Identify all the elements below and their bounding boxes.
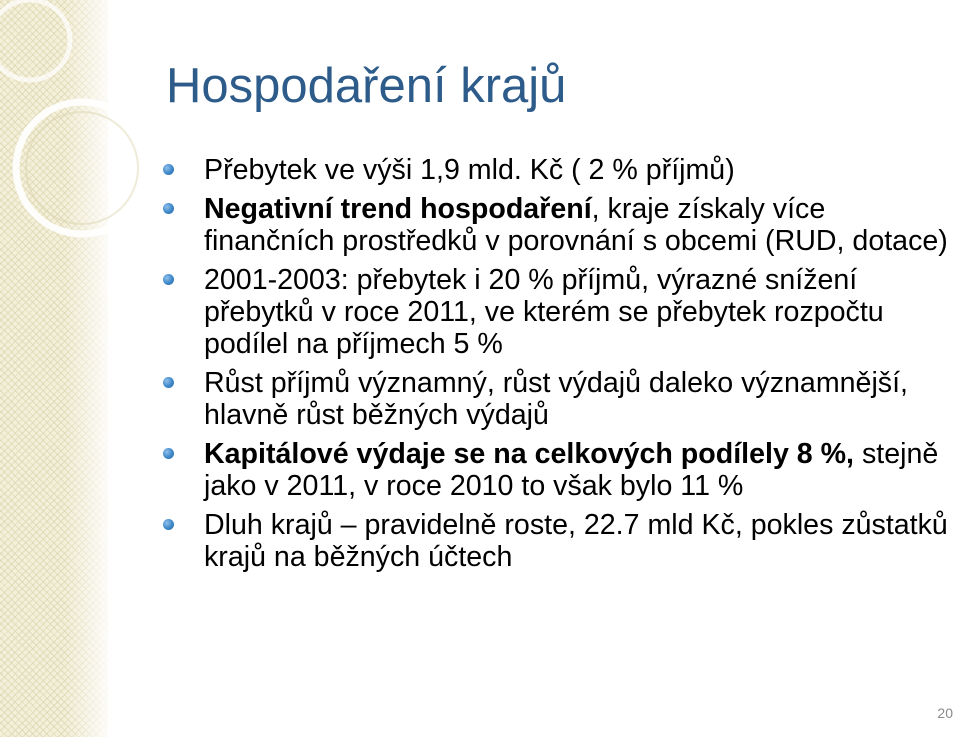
bullet-text: Růst příjmů významný, růst výdajů daleko významnější, hlavně růst běžných výdajů — [204, 367, 908, 431]
bullet-text: Dluh krajů – pravidelně roste, 22.7 mld Kč, pokles zůstatků krajů na běžných účtech — [204, 509, 948, 573]
bullet-dot-icon — [163, 448, 174, 459]
bullet-bold-text: Kapitálové výdaje se na celkových podílely 8 %, — [204, 438, 855, 470]
slide-title: Hospodaření krajů — [166, 59, 567, 113]
bullet-item — [160, 264, 950, 360]
bullet-dot-icon — [163, 377, 174, 388]
bullet-dot-icon — [163, 203, 174, 214]
bullet-text: Přebytek ve výši 1,9 mld. Kč ( 2 % příjmů) — [204, 154, 735, 186]
bullet-item — [160, 193, 950, 257]
bullet-dot-icon — [163, 274, 174, 285]
bullet-text: stejně jako v 2011, v roce 2010 to však bylo 11 % — [204, 438, 939, 502]
bullet-text: , kraje získaly více finančních prostředků v porovnání s obcemi (RUD, dotace) — [204, 193, 948, 257]
bullet-item — [160, 154, 950, 186]
bullet-list — [160, 154, 950, 580]
bullet-item — [160, 509, 950, 573]
background-strip-fade — [0, 0, 108, 737]
bullet-text: 2001-2003: přebytek i 20 % příjmů, výrazné snížení přebytků v roce 2011, ve kterém se přebytek rozpočtu podílel na příjmech 5 % — [204, 264, 884, 360]
bullet-item — [160, 438, 950, 502]
bullet-dot-icon — [163, 164, 174, 175]
bullet-bold-text: Negativní trend hospodaření — [204, 193, 592, 225]
page-number: 20 — [937, 705, 953, 721]
bullet-item — [160, 367, 950, 431]
bullet-dot-icon — [163, 519, 174, 530]
